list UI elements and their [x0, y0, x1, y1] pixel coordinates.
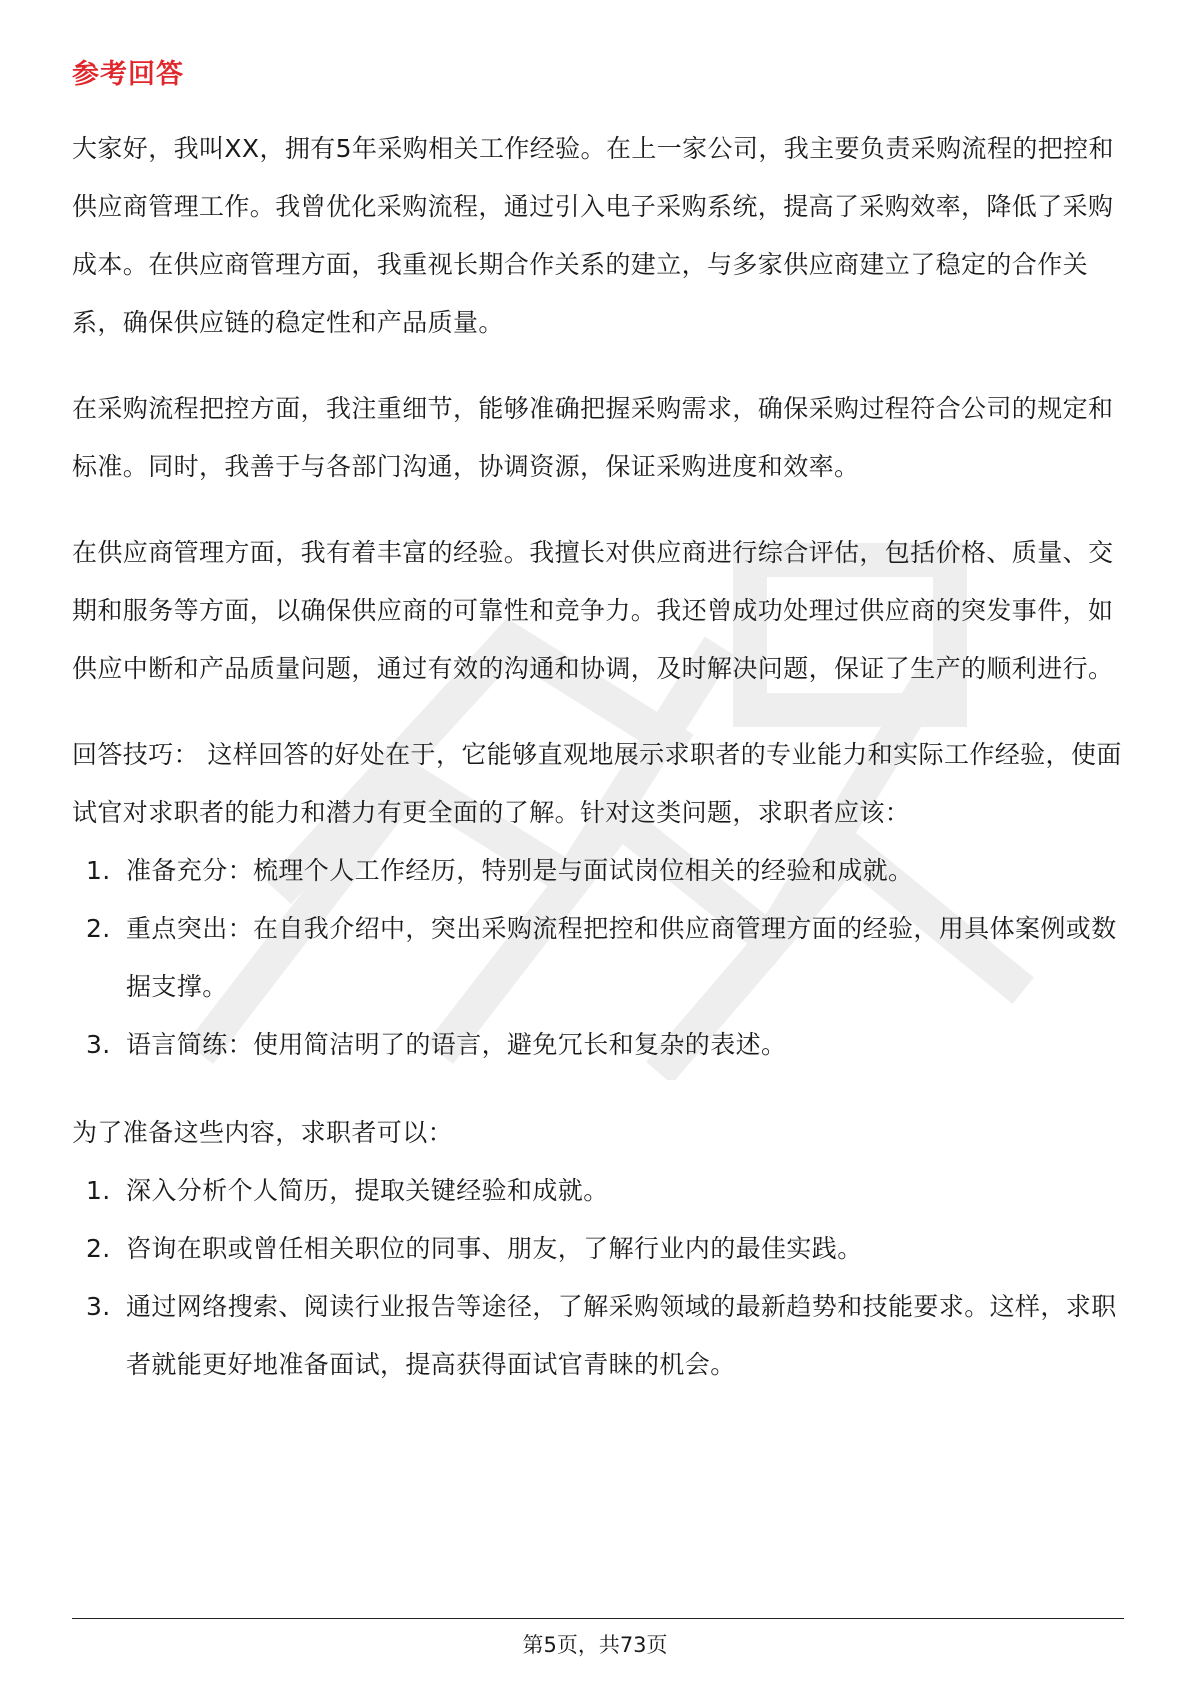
- list-item: [72, 1220, 1122, 1278]
- intro-paragraph-1: 大家好，我叫XX，拥有5年采购相关工作经验。在上一家公司，我主要负责采购流程的把控和供应商管理工作。我曾优化采购流程，通过引入电子采购系统，提高了采购效率，降低了采购成本。在供应商管理方面，我重视长期合作关系的建立，与多家供应商建立了稳定的合作关系，确保供应链的稳定性和产品质量。: [72, 134, 1114, 337]
- list-item-text: 通过网络搜索、阅读行业报告等途径，了解采购领域的最新趋势和技能要求。这样，求职者就能更好地准备面试，提高获得面试官青睐的机会。: [126, 1292, 1117, 1379]
- list-item-text: 咨询在职或曾任相关职位的同事、朋友，了解行业内的最佳实践。: [126, 1234, 863, 1263]
- list-item-text: 重点突出：在自我介绍中，突出采购流程把控和供应商管理方面的经验，用具体案例或数据支撑。: [126, 914, 1117, 1001]
- list-item-number: 2.: [86, 914, 111, 943]
- answer-tips-paragraph: 回答技巧： 这样回答的好处在于，它能够直观地展示求职者的专业能力和实际工作经验，使面试官对求职者的能力和潜力有更全面的了解。针对这类问题，求职者应该：: [72, 740, 1122, 827]
- intro-paragraph-3: 在供应商管理方面，我有着丰富的经验。我擅长对供应商进行综合评估，包括价格、质量、交期和服务等方面，以确保供应商的可靠性和竞争力。我还曾成功处理过供应商的突发事件，如供应中断和产品质量问题，通过有效的沟通和协调，及时解决问题，保证了生产的顺利进行。: [72, 538, 1114, 683]
- section-heading: 参考回答: [72, 59, 184, 90]
- list-item: [72, 900, 1122, 1016]
- list-item-number: 3.: [86, 1292, 111, 1321]
- prep-list: [72, 1162, 1122, 1394]
- list-item: [72, 1162, 1122, 1220]
- footer-divider: [72, 1618, 1124, 1619]
- document-body: [72, 120, 1122, 1394]
- list-item: [72, 1278, 1122, 1394]
- list-item-number: 3.: [86, 1030, 111, 1059]
- page-number: 第5页，共73页: [522, 1633, 668, 1657]
- prep-intro-paragraph: 为了准备这些内容，求职者可以：: [72, 1118, 454, 1147]
- tips-list: [72, 842, 1122, 1074]
- list-item-number: 2.: [86, 1234, 111, 1263]
- intro-paragraph-2: 在采购流程把控方面，我注重细节，能够准确把握采购需求，确保采购过程符合公司的规定和标准。同时，我善于与各部门沟通，协调资源，保证采购进度和效率。: [72, 394, 1114, 481]
- list-item-text: 语言简练：使用简洁明了的语言，避免冗长和复杂的表述。: [126, 1030, 787, 1059]
- list-item-number: 1.: [86, 856, 111, 885]
- list-item: [72, 1016, 1122, 1074]
- list-item-text: 深入分析个人简历，提取关键经验和成就。: [126, 1176, 609, 1205]
- list-item: [72, 842, 1122, 900]
- list-item-number: 1.: [86, 1176, 111, 1205]
- list-item-text: 准备充分：梳理个人工作经历，特别是与面试岗位相关的经验和成就。: [126, 856, 914, 885]
